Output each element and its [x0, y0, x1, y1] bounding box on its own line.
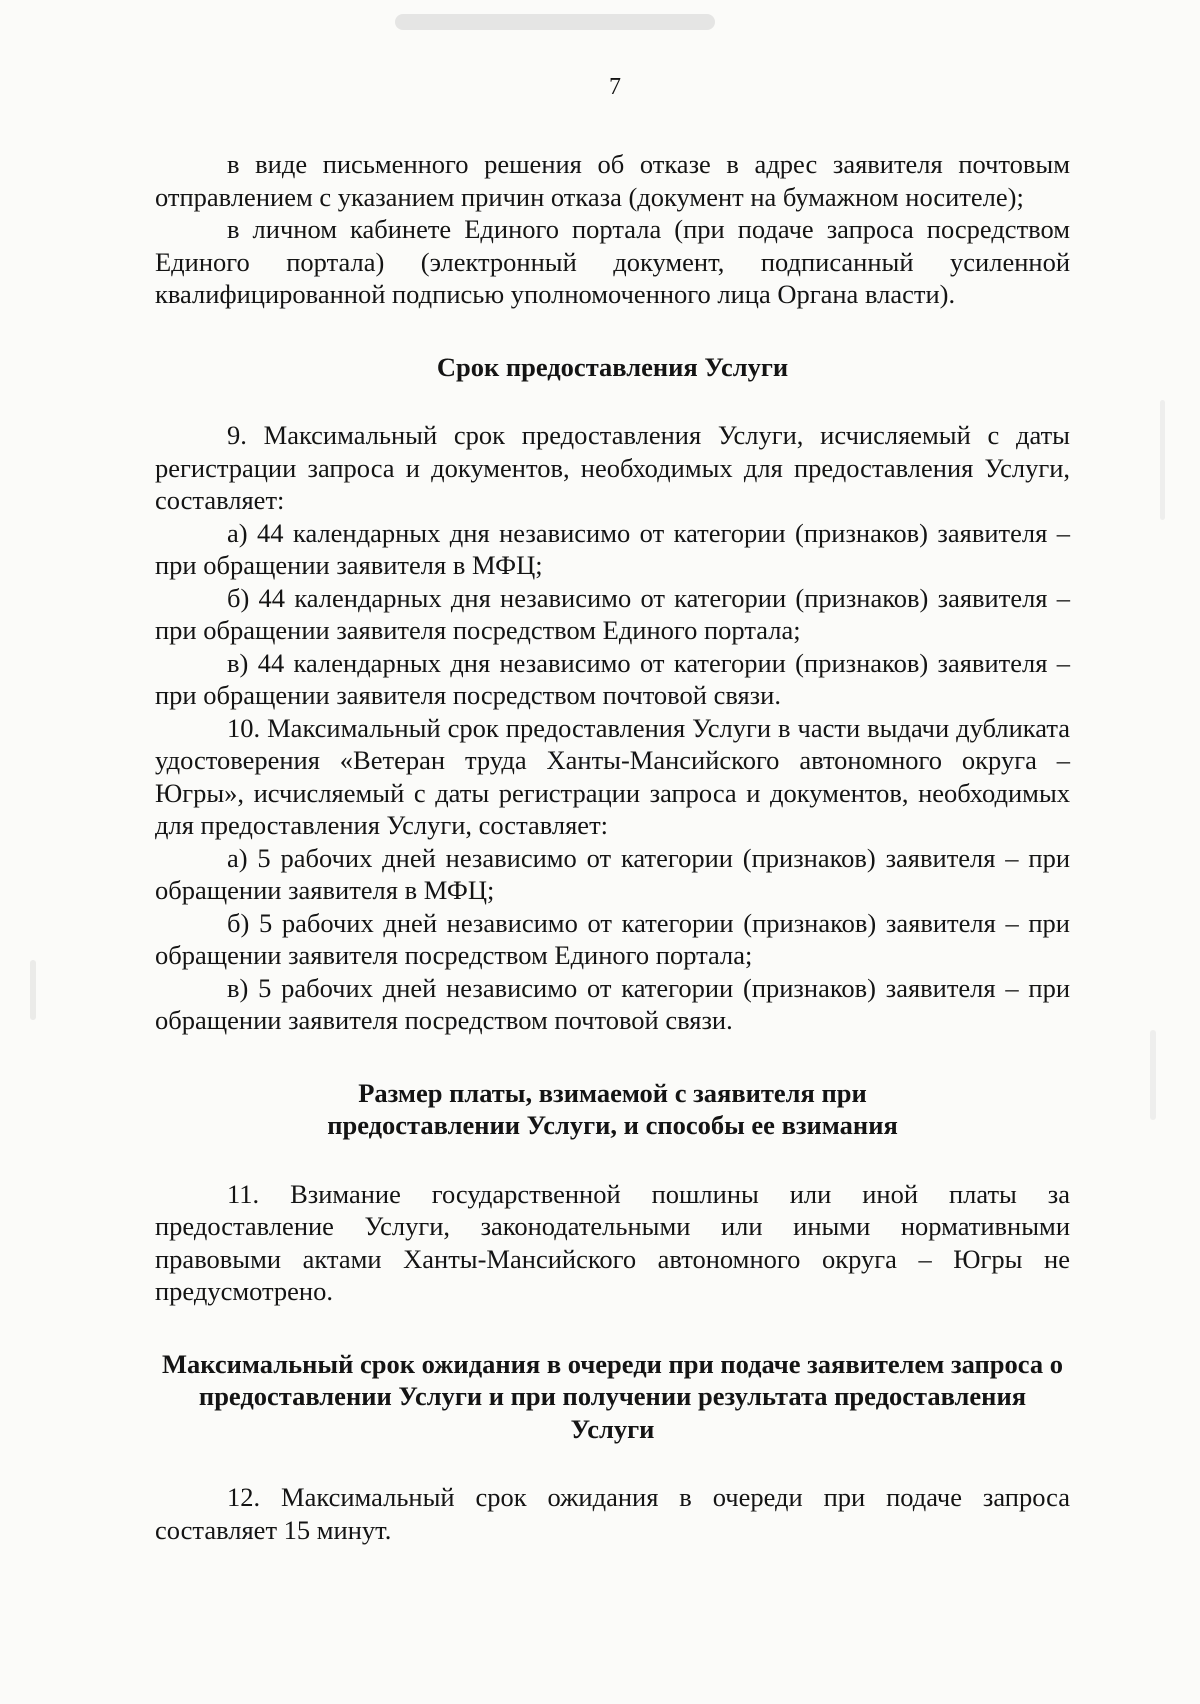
- scan-speck: [1150, 1030, 1156, 1120]
- paragraph-9a: а) 44 календарных дня независимо от категории (признаков) заявителя – при обращении заявителя в МФЦ;: [155, 517, 1070, 580]
- paragraph-12: 12. Максимальный срок ожидания в очереди при подаче запроса составляет 15 минут.: [155, 1482, 1070, 1545]
- scan-speck: [30, 960, 36, 1020]
- paragraph-10c: в) 5 рабочих дней независимо от категории (признаков) заявителя – при обращении заявителя посредством почтовой связи.: [155, 972, 1070, 1035]
- page-number: 7: [609, 74, 621, 100]
- paragraph-10b: б) 5 рабочих дней независимо от категории (признаков) заявителя – при обращении заявителя посредством Единого портала;: [155, 907, 1070, 970]
- paragraph-10a: а) 5 рабочих дней независимо от категории (признаков) заявителя – при обращении заявителя в МФЦ;: [155, 842, 1070, 905]
- paragraph-9b: б) 44 календарных дня независимо от категории (признаков) заявителя – при обращении заявителя посредством Единого портала;: [155, 582, 1070, 645]
- heading-service-term: Срок предоставления Услуги: [436, 351, 789, 382]
- paragraph-9: 9. Максимальный срок предоставления Услуги, исчисляемый с даты регистрации запроса и документов, необходимых для предоставления Услуги, составляет:: [155, 420, 1070, 515]
- paragraph-10: 10. Максимальный срок предоставления Услуги в части выдачи дубликата удостоверения «Ветеран труда Ханты-Мансийского автономного округа – Югры», исчисляемый с даты регистрации запроса и документов, необходимых для предоставления Услуги, составляет:: [155, 712, 1070, 840]
- paragraph-refusal-by-mail: в виде письменного решения об отказе в адрес заявителя почтовым отправлением с указанием причин отказа (документ на бумажном носителе);: [155, 149, 1070, 212]
- paragraph-refusal-in-portal: в личном кабинете Единого портала (при подаче запроса посредством Единого портала) (электронный документ, подписанный усиленной квалифицированной подписью уполномоченного лица Органа власти).: [155, 214, 1070, 309]
- scan-speck: [395, 14, 715, 30]
- heading-queue-time: Максимальный срок ожидания в очереди при подаче заявителем запроса о предоставлении Услуги и при получении результата предоставления Услуги: [161, 1348, 1063, 1444]
- document-body: [155, 148, 1070, 1546]
- paragraph-11: 11. Взимание государственной пошлины или иной платы за предоставление Услуги, законодательными или иными нормативными правовыми актами Ханты-Мансийского автономного округа – Югры не предусмотрено.: [155, 1178, 1070, 1306]
- heading-fee: Размер платы, взимаемой с заявителя при предоставлении Услуги, и способы ее взимания: [327, 1077, 898, 1140]
- paragraph-9c: в) 44 календарных дня независимо от категории (признаков) заявителя – при обращении заявителя посредством почтовой связи.: [155, 647, 1070, 710]
- scan-speck: [1160, 400, 1165, 520]
